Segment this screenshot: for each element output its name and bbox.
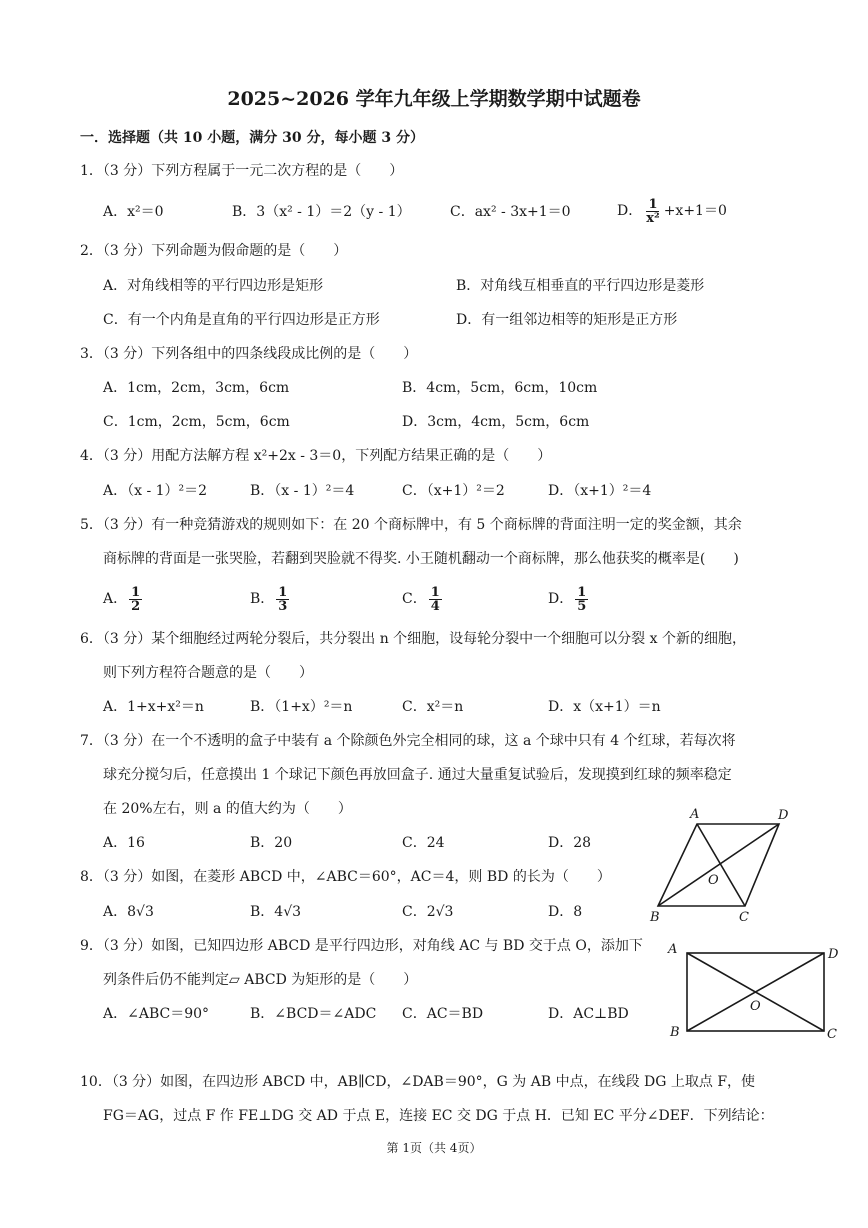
question-5-line-2: 商标牌的背面是一张哭脸，若翻到哭脸就不得奖. 小王随机翻动一个商标牌，那么他获奖的概率是( ) <box>103 551 739 567</box>
rhombus-shape <box>658 824 779 906</box>
question-8-option-a: A．8√3 <box>103 904 154 920</box>
question-5-option-a <box>103 584 144 614</box>
question-3-option-b: B．4cm，5cm，6cm，10cm <box>402 380 598 396</box>
question-1-option-b: B．3（x² - 1）＝2（y - 1） <box>232 204 411 220</box>
question-8-option-c: C．2√3 <box>402 904 454 920</box>
fraction <box>129 586 142 613</box>
fraction-numerator: 1 <box>648 196 658 212</box>
question-4-stem: 4．（3 分）用配方法解方程 x²+2x - 3＝0，下列配方结果正确的是（ ） <box>80 448 552 464</box>
question-2-option-a: A．对角线相等的平行四边形是矩形 <box>103 278 324 294</box>
question-10-line-1: 10．（3 分）如图，在四边形 ABCD 中，AB∥CD，∠DAB＝90°，G 为 AB 中点，在线段 DG 上取点 F，使 <box>80 1074 756 1090</box>
question-9-line-1: 9．（3 分）如图，已知四边形 ABCD 是平行四边形，对角线 AC 与 BD 交于点 O，添加下 <box>80 938 643 954</box>
question-4-option-b: B．（x - 1）²＝4 <box>250 483 355 499</box>
vertex-label-d: D <box>828 947 839 962</box>
option-label: A． <box>103 591 128 607</box>
fraction-numerator: 1 <box>577 584 587 600</box>
question-3-option-a: A．1cm，2cm，3cm，6cm <box>103 380 290 396</box>
page-title: 2025~2026 学年九年级上学期数学期中试题卷 <box>227 88 641 110</box>
question-5-line-1: 5．（3 分）有一种竞猜游戏的规则如下：在 20 个商标牌中，有 5 个商标牌的背面注明一定的奖金额，其余 <box>80 517 742 533</box>
option-label: C． <box>402 591 427 607</box>
question-5-option-b <box>250 584 291 614</box>
question-9-option-a: A．∠ABC＝90° <box>103 1006 210 1022</box>
question-7-option-c: C．24 <box>402 835 445 851</box>
question-9-option-d: D．AC⊥BD <box>548 1006 629 1022</box>
fraction <box>644 198 661 225</box>
question-4-option-a: A．（x - 1）²＝2 <box>103 483 208 499</box>
rhombus-figure <box>648 802 796 926</box>
question-6-option-a: A．1+x+x²＝n <box>103 699 204 715</box>
question-8-option-b: B．4√3 <box>250 904 302 920</box>
fraction-denominator: 5 <box>577 598 587 614</box>
fraction <box>429 586 442 613</box>
question-5-option-c <box>402 584 444 614</box>
question-6-option-c: C．x²＝n <box>402 699 464 715</box>
question-4-option-c: C．（x+1）²＝2 <box>402 483 505 499</box>
fraction-denominator: 4 <box>430 598 440 614</box>
question-3-option-d: D．3cm，4cm，5cm，6cm <box>402 414 590 430</box>
vertex-label-a: A <box>690 807 700 822</box>
question-2-option-b: B．对角线互相垂直的平行四边形是菱形 <box>456 278 705 294</box>
question-9-option-c: C．AC＝BD <box>402 1006 484 1022</box>
question-6-option-d: D．x（x+1）＝n <box>548 699 661 715</box>
diagonal-bd <box>658 824 779 906</box>
center-label-o: O <box>750 999 761 1014</box>
question-1-option-a: A．x²＝0 <box>103 204 164 220</box>
question-2-stem: 2．（3 分）下列命题为假命题的是（ ） <box>80 243 348 259</box>
question-3-option-c: C．1cm，2cm，5cm，6cm <box>103 414 290 430</box>
section-heading: 一．选择题（共 10 小题，满分 30 分，每小题 3 分） <box>80 130 424 146</box>
question-10-line-2: FG＝AG，过点 F 作 FE⊥DG 交 AD 于点 E，连接 EC 交 DG 于点 H．已知 EC 平分∠DEF．下列结论： <box>103 1108 774 1124</box>
vertex-label-c: C <box>739 910 749 925</box>
question-9-line-2: 列条件后仍不能判定▱ ABCD 为矩形的是（ ） <box>103 972 418 988</box>
question-6-option-b: B．（1+x）²＝n <box>250 699 353 715</box>
center-label-o: O <box>708 873 719 888</box>
vertex-label-a: A <box>668 942 678 957</box>
fraction-denominator: x² <box>646 210 660 226</box>
option-label: D． <box>617 203 643 219</box>
page-footer: 第 1页（共 4页） <box>386 1141 482 1155</box>
option-text: +x+1＝0 <box>663 203 727 219</box>
question-6-line-2: 则下列方程符合题意的是（ ） <box>103 665 313 681</box>
option-label: B． <box>250 591 275 607</box>
option-label: D． <box>548 591 574 607</box>
fraction <box>276 586 289 613</box>
fraction-denominator: 3 <box>278 598 288 614</box>
question-1-stem: 1．（3 分）下列方程属于一元二次方程的是（ ） <box>80 163 404 179</box>
question-2-option-c: C．有一个内角是直角的平行四边形是正方形 <box>103 312 380 328</box>
question-1-option-d <box>617 196 727 226</box>
fraction-numerator: 1 <box>278 584 288 600</box>
question-1-option-c: C．ax² - 3x+1＝0 <box>450 204 571 220</box>
question-4-option-d: D．（x+1）²＝4 <box>548 483 652 499</box>
question-7-option-d: D．28 <box>548 835 592 851</box>
question-7-line-1: 7．（3 分）在一个不透明的盒子中装有 a 个除颜色外完全相同的球，这 a 个球中只有 4 个红球，若每次将 <box>80 733 736 749</box>
fraction-numerator: 1 <box>131 584 141 600</box>
fraction <box>575 586 588 613</box>
vertex-label-b: B <box>650 910 660 925</box>
rectangle-shape <box>687 953 824 1031</box>
diagonal-ac <box>697 824 745 906</box>
question-2-option-d: D．有一组邻边相等的矩形是正方形 <box>456 312 678 328</box>
vertex-label-d: D <box>778 808 789 823</box>
fraction-numerator: 1 <box>430 584 440 600</box>
rectangle-figure <box>664 938 844 1046</box>
question-7-line-2: 球充分搅匀后，任意摸出 1 个球记下颜色再放回盒子. 通过大量重复试验后，发现摸到红球的频率稳定 <box>103 767 732 783</box>
question-8-stem: 8．（3 分）如图，在菱形 ABCD 中，∠ABC＝60°，AC＝4，则 BD 的长为（ ） <box>80 869 611 885</box>
question-8-option-d: D．8 <box>548 904 583 920</box>
fraction-denominator: 2 <box>131 598 141 614</box>
question-7-option-b: B．20 <box>250 835 293 851</box>
vertex-label-c: C <box>827 1027 837 1042</box>
question-6-line-1: 6．（3 分）某个细胞经过两轮分裂后，共分裂出 n 个细胞，设每轮分裂中一个细胞可以分裂 x 个新的细胞， <box>80 631 746 647</box>
vertex-label-b: B <box>670 1025 680 1040</box>
question-5-option-d <box>548 584 590 614</box>
question-7-line-3: 在 20%左右，则 a 的值大约为（ ） <box>103 801 352 817</box>
question-3-stem: 3．（3 分）下列各组中的四条线段成比例的是（ ） <box>80 346 418 362</box>
question-7-option-a: A．16 <box>103 835 145 851</box>
question-9-option-b: B．∠BCD＝∠ADC <box>250 1006 377 1022</box>
